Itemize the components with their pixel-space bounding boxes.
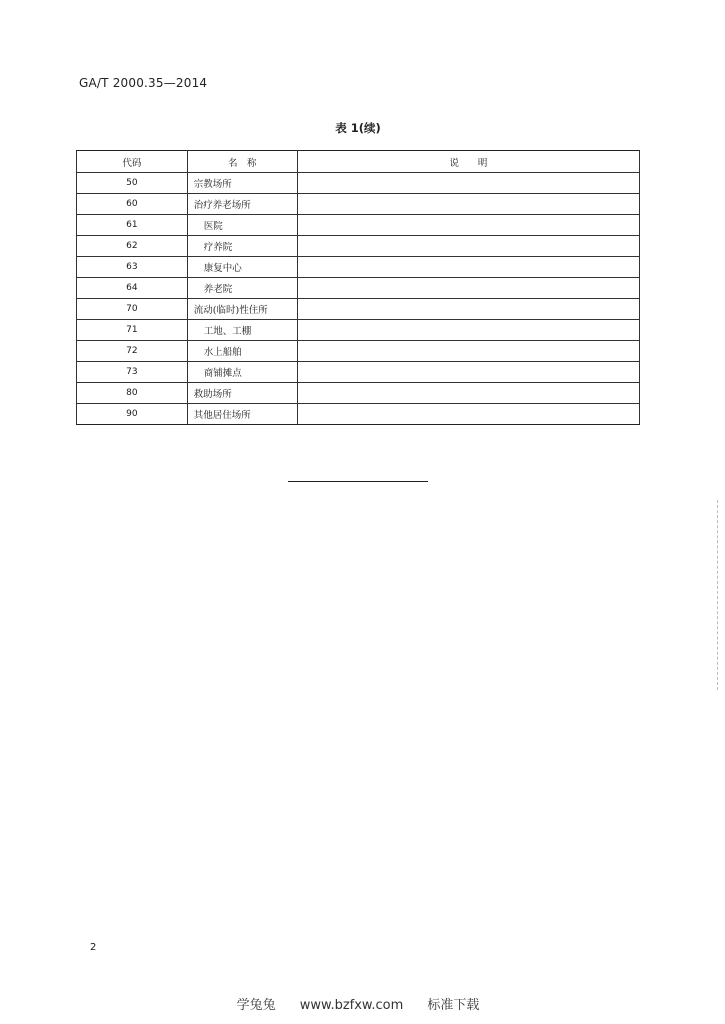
cell-code: 64 xyxy=(77,278,188,299)
cell-description xyxy=(297,278,639,299)
cell-description xyxy=(297,215,639,236)
end-of-table-rule xyxy=(288,481,428,482)
footer-url: www.bzfxw.com xyxy=(299,998,404,1013)
table-row xyxy=(77,194,640,215)
cell-name: 流动(临时)性住所 xyxy=(187,299,297,320)
cell-name: 疗养院 xyxy=(187,236,297,257)
table-row xyxy=(77,341,640,362)
cell-name: 养老院 xyxy=(187,278,297,299)
cell-code: 90 xyxy=(77,404,188,425)
table-row xyxy=(77,404,640,425)
cell-name: 治疗养老场所 xyxy=(187,194,297,215)
table-row xyxy=(77,383,640,404)
table-body xyxy=(77,173,640,425)
footer-site-name: 学兔兔 xyxy=(236,998,276,1013)
cell-name: 水上船舶 xyxy=(187,341,297,362)
cell-description xyxy=(297,341,639,362)
footer-watermark xyxy=(0,994,716,1013)
table-row xyxy=(77,236,640,257)
table-row xyxy=(77,320,640,341)
cell-name: 康复中心 xyxy=(187,257,297,278)
cell-code: 72 xyxy=(77,341,188,362)
column-header-description: 说 明 xyxy=(297,151,639,173)
cell-name: 救助场所 xyxy=(187,383,297,404)
standard-id: GA/T 2000.35—2014 xyxy=(79,76,208,90)
cell-code: 71 xyxy=(77,320,188,341)
cell-code: 62 xyxy=(77,236,188,257)
cell-description xyxy=(297,194,639,215)
cell-name: 商铺摊点 xyxy=(187,362,297,383)
cell-name: 宗教场所 xyxy=(187,173,297,194)
cell-description xyxy=(297,362,639,383)
code-table xyxy=(76,150,640,425)
page-number: 2 xyxy=(90,942,97,953)
cell-description xyxy=(297,236,639,257)
table-row xyxy=(77,278,640,299)
cell-name: 工地、工棚 xyxy=(187,320,297,341)
cell-description xyxy=(297,404,639,425)
cell-name: 其他居住场所 xyxy=(187,404,297,425)
cell-description xyxy=(297,383,639,404)
footer-tagline: 标准下载 xyxy=(427,998,480,1013)
cell-description xyxy=(297,320,639,341)
cell-name: 医院 xyxy=(187,215,297,236)
table-row xyxy=(77,362,640,383)
table-caption: 表 1(续) xyxy=(335,121,381,135)
cell-description xyxy=(297,173,639,194)
table-row xyxy=(77,173,640,194)
cell-description xyxy=(297,257,639,278)
cell-code: 63 xyxy=(77,257,188,278)
table-header-row xyxy=(77,151,640,173)
cell-code: 80 xyxy=(77,383,188,404)
table-row xyxy=(77,299,640,320)
cell-code: 70 xyxy=(77,299,188,320)
cell-description xyxy=(297,299,639,320)
cell-code: 73 xyxy=(77,362,188,383)
cell-code: 50 xyxy=(77,173,188,194)
cell-code: 61 xyxy=(77,215,188,236)
table-row xyxy=(77,215,640,236)
table-row xyxy=(77,257,640,278)
column-header-code: 代码 xyxy=(77,151,188,173)
cell-code: 60 xyxy=(77,194,188,215)
column-header-name: 名 称 xyxy=(187,151,297,173)
scan-edge-mark xyxy=(717,500,719,690)
